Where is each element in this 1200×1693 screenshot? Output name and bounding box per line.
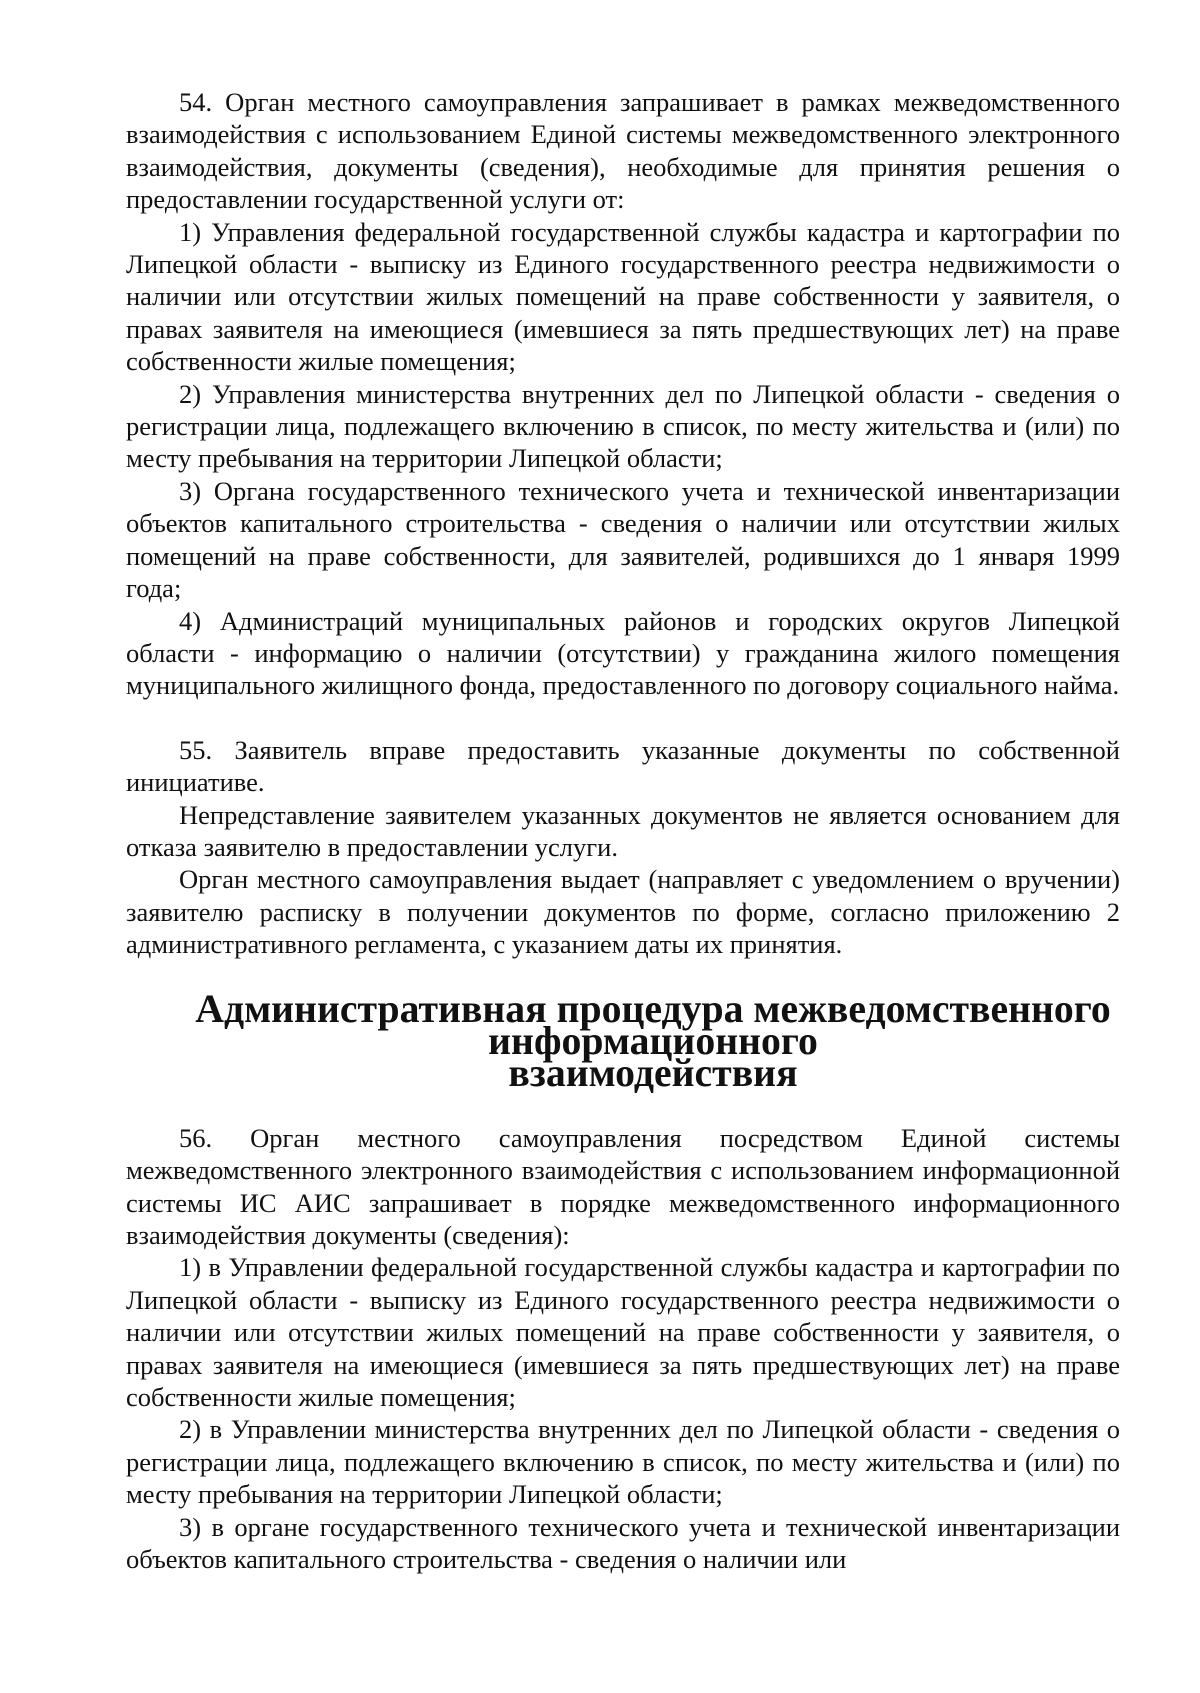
paragraph-54-item-1: 1) Управления федеральной государственной службы кадастра и картографии по Липецкой области - выписку из Единого государственного реестра недвижимости о наличии или отсутствии жилых помещений на праве собственности у заявителя, о правах заявителя на имеющиеся (имевшиеся за пять предшествующих лет) на праве собственности жилые помещения;: [126, 216, 1120, 377]
paragraph-56-item-3: 3) в органе государственного технического учета и технической инвентаризации объектов капитального строительства - сведения о наличии или: [126, 1511, 1120, 1575]
paragraph-56-intro: 56. Орган местного самоуправления посредством Единой системы межведомственного электронного взаимодействия с использованием информационной системы ИС АИС запрашивает в порядке межведомственного информационного взаимодействия документы (сведения):: [126, 1122, 1120, 1250]
paragraph-54-item-4: 4) Администраций муниципальных районов и городских округов Липецкой области - информацию о наличии (отсутствии) у гражданина жилого помещения муниципального жилищного фонда, предоставленного по договору социального найма.: [126, 605, 1120, 701]
paragraph-54-item-2: 2) Управления министерства внутренних дел по Липецкой области - сведения о регистрации лица, подлежащего включению в список, по месту жительства и (или) по месту пребывания на территории Липецкой области;: [126, 378, 1120, 474]
paragraph-55: 55. Заявитель вправе предоставить указанные документы по собственной инициативе.: [126, 734, 1120, 798]
paragraph-54-item-3: 3) Органа государственного технического учета и технической инвентаризации объектов капитального строительства - сведения о наличии или отсутствии жилых помещений на праве собственности, для заявителей, родившихся до 1 января 1999 года;: [126, 475, 1120, 604]
paragraph-55-nonsubmission: Непредставление заявителем указанных документов не является основанием для отказа заявителю в предоставлении услуги.: [126, 799, 1120, 862]
section-heading-line-2: взаимодействия: [508, 1051, 798, 1096]
blank-line: [126, 702, 1120, 734]
paragraph-56-item-2: 2) в Управлении министерства внутренних дел по Липецкой области - сведения о регистрации лица, подлежащего включению в список, по месту жительства и (или) по месту пребывания на территории Липецкой области;: [126, 1414, 1120, 1510]
paragraph-54-intro: 54. Орган местного самоуправления запрашивает в рамках межведомственного взаимодействия с использованием Единой системы межведомственного электронного взаимодействия, документы (сведения), необходимые для принятия решения о предоставлении государственной услуги от:: [126, 87, 1120, 215]
paragraph-55-receipt: Орган местного самоуправления выдает (направляет с уведомлением о вручении) заявителю расписку в получении документов по форме, согласно приложению 2 административного регламента, с указанием даты их принятия.: [126, 864, 1120, 960]
document-page: [126, 86, 1120, 1575]
section-heading-line-1: Административная процедура межведомственного информационного: [195, 986, 1111, 1063]
paragraph-56-item-1: 1) в Управлении федеральной государственной службы кадастра и картографии по Липецкой области - выписку из Единого государственного реестра недвижимости о наличии или отсутствии жилых помещений на праве собственности у заявителя, о правах заявителя на имеющиеся (имевшиеся за пять предшествующих лет) на праве собственности жилые помещения;: [126, 1252, 1120, 1413]
section-heading: [126, 986, 1120, 1096]
